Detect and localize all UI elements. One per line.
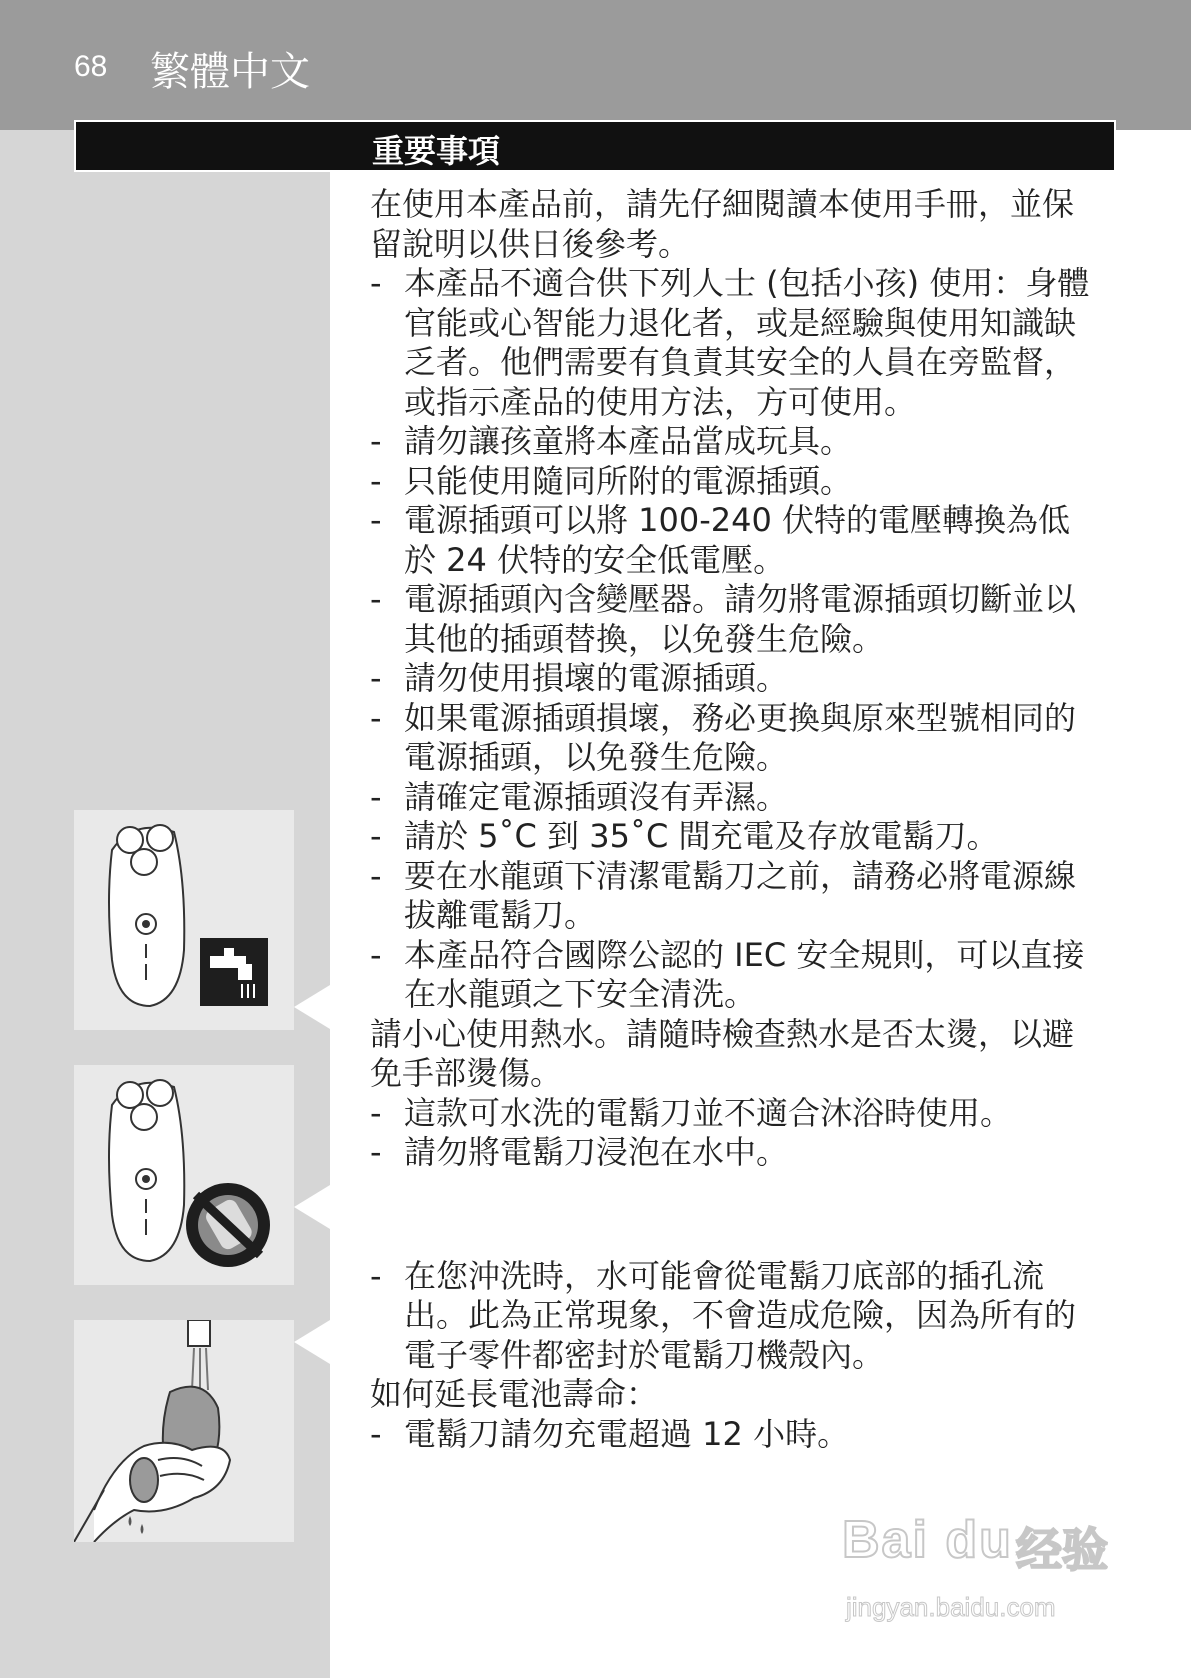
paragraph [370, 1375, 1100, 1415]
bullet-marker: - [370, 698, 382, 737]
block-text: 只能使用隨同所附的電源插頭。 [404, 461, 853, 500]
shaver-no-immersion-icon [74, 1065, 294, 1285]
bullet-marker: - [370, 1256, 382, 1295]
shaver-faucet-icon [74, 810, 294, 1030]
block-text: 請勿使用損壞的電源插頭。 [404, 659, 789, 697]
bullet-marker: - [370, 461, 382, 500]
block-text: 如果電源插頭損壞，務必更換與原來型號相同的電源插頭，以免發生危險。 [404, 698, 1077, 776]
bullet-item [370, 580, 1100, 659]
watermark-url: jingyan.baidu.com [846, 1592, 1056, 1622]
block-text: 請於 5˚C 到 35˚C 間充電及存放電鬍刀。 [404, 817, 999, 855]
block-text: 要在水龍頭下清潔電鬍刀之前，請務必將電源線拔離電鬍刀。 [404, 856, 1077, 934]
bullet-marker: - [370, 817, 382, 855]
bullet-item [370, 857, 1100, 936]
watermark [840, 1500, 1140, 1640]
bullet-item [370, 422, 1100, 462]
section-title: 重要事項 [372, 132, 501, 170]
block-text: 電源插頭內含變壓器。請勿將電源插頭切斷並以其他的插頭替換，以免發生危險。 [404, 580, 1077, 658]
header-band [0, 0, 1191, 130]
illustration-pointer [294, 1185, 330, 1229]
bullet-item [370, 264, 1100, 422]
block-text: 本產品符合國際公認的 IEC 安全規則，可以直接在水龍頭之下安全清洗。 [404, 935, 1085, 1013]
block-text: 這款可水洗的電鬍刀並不適合沐浴時使用。 [404, 1093, 1013, 1132]
illustration-shaver-faucet [74, 810, 294, 1030]
bullet-item [370, 817, 1100, 857]
block-text: 電源插頭可以將 100-240 伏特的電壓轉換為低於 24 伏特的安全低電壓。 [404, 501, 1071, 579]
paragraph [370, 1015, 1100, 1094]
hand-rinsing-shaver-icon [74, 1320, 294, 1542]
block-text: 本產品不適合供下列人士 (包括小孩) 使用：身體官能或心智能力退化者，或是經驗與使用知識缺乏者。他們需要有負責其安全的人員在旁監督，或指示產品的使用方法，方可使用。 [404, 264, 1090, 421]
bullet-marker: - [370, 935, 382, 974]
bullet-marker: - [370, 1093, 382, 1132]
bullet-marker: - [370, 856, 382, 895]
illustration-pointer [294, 1320, 330, 1364]
watermark-label: 经验 [1016, 1523, 1108, 1577]
illustration-pointer [294, 985, 330, 1029]
block-text: 請勿讓孩童將本產品當成玩具。 [404, 422, 853, 460]
illustration-no-immersion [74, 1065, 294, 1285]
block-text: 電鬍刀請勿充電超過 12 小時。 [404, 1414, 850, 1453]
bullet-marker: - [370, 659, 382, 697]
bullet-item [370, 1415, 1100, 1455]
block-text: 請確定電源插頭沒有弄濕。 [404, 777, 789, 816]
block-text: 在您沖洗時，水可能會從電鬍刀底部的插孔流出。此為正常現象，不會造成危險，因為所有的電子零件都密封於電鬍刀機殼內。 [404, 1256, 1077, 1374]
bullet-marker: - [370, 580, 382, 618]
bullet-marker: - [370, 264, 382, 302]
instruction-content [370, 185, 1100, 1454]
section-title-bar [74, 120, 1116, 172]
bullet-item [370, 1257, 1100, 1376]
bullet-item [370, 778, 1100, 818]
bullet-marker: - [370, 777, 382, 816]
paragraph [370, 185, 1100, 264]
language-label: 繁體中文 [150, 49, 310, 95]
block-text: 請勿將電鬍刀浸泡在水中。 [404, 1133, 789, 1171]
block-text: 在使用本產品前，請先仔細閱讀本使用手冊，並保留說明以供日後參考。 [370, 185, 1075, 263]
illustration-rinsing [74, 1320, 294, 1542]
spacer [370, 1173, 1100, 1257]
page-number: 68 [74, 50, 108, 83]
block-text: 如何延長電池壽命： [370, 1375, 659, 1413]
block-text: 請小心使用熱水。請隨時檢查熱水是否太燙，以避免手部燙傷。 [370, 1014, 1075, 1092]
bullet-marker: - [370, 501, 382, 539]
bullet-marker: - [370, 1414, 382, 1453]
bullet-item [370, 936, 1100, 1015]
bullet-item [370, 1094, 1100, 1134]
bullet-item [370, 501, 1100, 580]
bullet-item [370, 462, 1100, 502]
watermark-brand: Bai du [842, 1511, 1013, 1569]
bullet-marker: - [370, 1133, 382, 1171]
bullet-item [370, 1133, 1100, 1173]
bullet-marker: - [370, 422, 382, 460]
bullet-item [370, 699, 1100, 778]
bullet-item [370, 659, 1100, 699]
